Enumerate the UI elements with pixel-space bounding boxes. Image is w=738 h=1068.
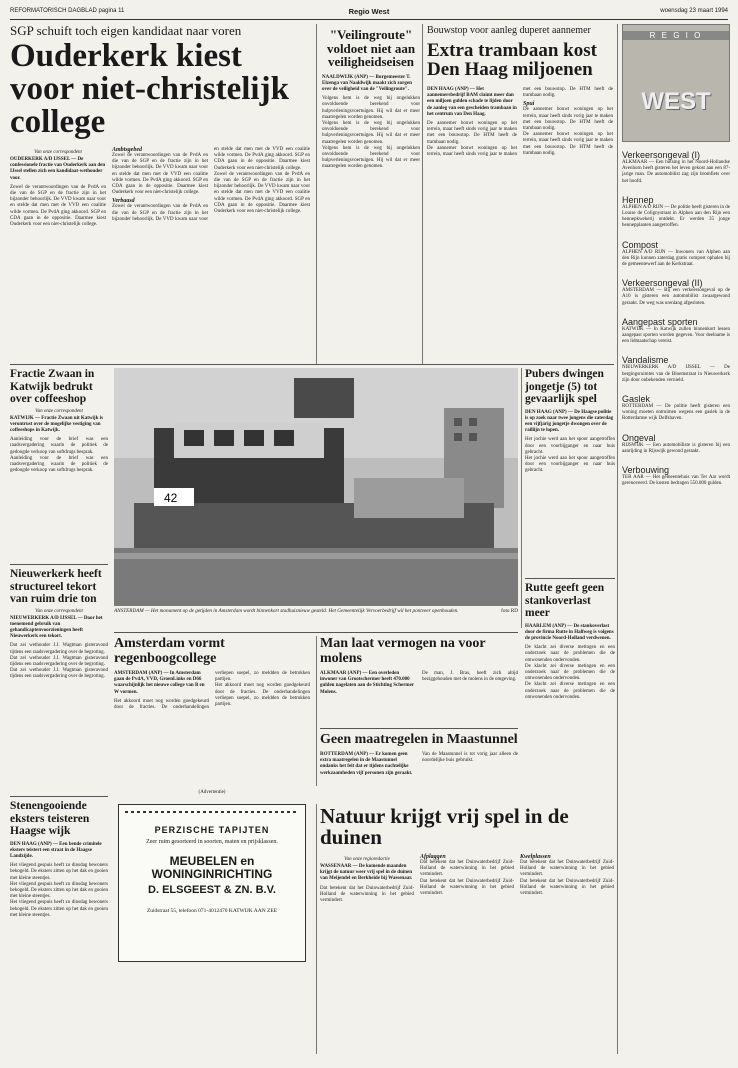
- tram-lead: DEN HAAG (ANP) — Het aannemersbedrijf BAM claimt meer dan een miljoen gulden schade te lijden door de aanleg van een gescheiden trambaan in het centrum van Den Haag.: [427, 87, 517, 117]
- nieuwerkerk-body-2: Dat zei wethouder J.J. Wagtman gisteravond tijdens een raadsvergadering over de begroting.: [10, 655, 108, 667]
- brief-text: ALPHEN A/D RIJN — De politie heeft gisteren in de Louise de Colignystraat in Alphen aan den Rijn een hennepkwekerij ontdekt. Er werden 35 jonge hennepplanten aangetroffen.: [622, 204, 730, 229]
- divider: [320, 728, 518, 729]
- tram-body-2: De aannemer bouwt woningen op het terrein, maar heeft sinds vorig jaar te maken met een bouwstop. De HTM heeft de trambaan nodig.: [427, 87, 613, 158]
- tram-headline: Extra trambaan kost Den Haag miljoenen: [427, 40, 597, 80]
- lead-body-4: Zowel de verantwoordingen van de PvdA en die van de SGP en de fractie zijn in het bijzonder behoorlijk. De VVD kwam naar voor en stelde dat men met de VVD een coalitie wilde vormen. De PvdA ging akkoord. SGP en CDA gaan in de oppositie. Daarmee kiest Ouderkerk voor een niet-christelijk college.: [214, 171, 310, 215]
- rutte-headline: Rutte geeft geen stankoverlast meer: [525, 582, 605, 619]
- rutte-story: [525, 582, 615, 832]
- brief-text: NIEUWERKERK A/D IJSSEL — De bergingsruimtes van de Bloemstraat in Nieuwerkerk zijn door onbekenden vernield.: [622, 365, 730, 383]
- ad-company: D. ELSGEEST & ZN. B.V.: [148, 884, 276, 896]
- tram-story: [427, 24, 613, 364]
- natuur-body-3: Dat betekent dat het Duinwaterbedrijf Zuid-Holland de waterwinning in het gebied vermindert.: [420, 878, 514, 897]
- lead-story: [10, 24, 310, 369]
- ferry-photo: [114, 368, 518, 606]
- pubers-headline: Pubers dwingen jongetje (5) tot gevaarlijk spel: [525, 368, 604, 405]
- alkmaar-columns: [320, 671, 518, 696]
- brief-title: Aangepast sporten: [622, 316, 698, 327]
- alkmaar-body: De man, J. Bras, heeft zich altijd beziggehouden met de molens in de omgeving.: [422, 671, 518, 683]
- lead-body-3: Zowel de verantwoordingen van de PvdA en die van de SGP en de fractie zijn in het bijzonder behoorlijk. De VVD kwam naar voor en stelde dat men met de VVD een coalitie wilde vormen. De PvdA ging akkoord. SGP en CDA gaan in de oppositie. Daarmee kiest Ouderkerk voor een niet-christelijk college.: [112, 147, 310, 222]
- regenboog-story: [114, 636, 310, 786]
- lead-body: Zowel de verantwoordingen van de PvdA en die van de SGP en de fractie zijn in het bijzonder behoorlijk. De VVD kwam naar voor en stelde dat men met de VVD een coalitie wilde vormen. De PvdA ging akkoord. SGP en CDA gaan in de oppositie. Daarmee kiest Ouderkerk voor een niet-christelijk college.: [10, 184, 106, 228]
- brief-title: Compost: [622, 239, 659, 250]
- pubers-body: Het jochie werd aan het spoor aangetroffen door een voorbijganger en naar huis gebracht.: [525, 437, 615, 455]
- west-label: WEST: [641, 88, 711, 115]
- rutte-body: De klacht zei diverse metingen en een onderzoek naar de problemen die de omwonenden ondervonden.: [525, 645, 615, 663]
- regenboog-headline: Amsterdam vormt regenboogcollege: [114, 636, 225, 666]
- natuur-body-2: Dat betekent dat het Duinwaterbedrijf Zuid-Holland de waterwinning in het gebied vermindert.: [420, 860, 514, 878]
- natuur-lead: WASSENAAR — De komende maanden krijgt de natuur weer vrij spel in de duinen van Meijendel en Berkheide bij Wassenaar.: [320, 864, 413, 882]
- lead-byline: Van onze correspondent: [34, 150, 82, 155]
- natuur-story: [320, 806, 614, 1056]
- stenen-body-2: Het vliegend gespuis heeft zo dinsdag bewoners bekogeld. De eksters zitten op het dak en gooien met kleine steentjes.: [10, 881, 108, 900]
- natuur-body-4: Dat betekent dat het Duinwaterbedrijf Zuid-Holland de waterwinning in het gebied vermindert.: [520, 860, 614, 878]
- alkmaar-story: [320, 636, 518, 726]
- brief-title: Hennep: [622, 194, 654, 205]
- regenboog-lead: AMSTERDAM (ANP) — In Amsterdam gaan de PvdA, VVD, GroenLinks en D66 waarschijnlijk het nieuwe college van B en W vormen.: [114, 671, 205, 695]
- regenboog-columns: [114, 671, 310, 711]
- rutte-body-3: De klacht zei diverse metingen en een onderzoek naar de problemen die de omwonenden ondervonden.: [525, 682, 615, 700]
- photo-credit: foto RD: [501, 608, 518, 614]
- brief-title: Vandalisme: [622, 355, 669, 366]
- natuur-columns: [320, 854, 614, 904]
- photo-caption: [114, 608, 518, 630]
- maastunnel-lead: ROTTERDAM (ANP) — Er komen geen extra maatregelen in de Maastunnel ondanks het feit dat er tijdens nachtelijke werkzaamheden vijf personen zijn geraakt.: [320, 752, 413, 776]
- caption-text: ANSTERDAM — Het monument op de getijden in Amsterdam wordt binnenkort stadhuisnieuw gesteld. Het Gemeentelijk Vervoerbedrijf wil het pontveer openhouden.: [114, 608, 459, 614]
- divider: [10, 364, 614, 365]
- regenboog-body: Het akkoord moet nog worden goedgekeurd door de fracties. De onderhandelingen verliepen soepel, zo meldden de betrokken partijen.: [114, 671, 310, 711]
- maastunnel-columns: [320, 752, 518, 777]
- lead-columns: [10, 147, 310, 369]
- zwaan-body: Aanleiding voor de brief was een raadsvergadering waarin de politiek de gedoogde verkoop van softdrugs besprak.: [10, 437, 108, 455]
- stenen-headline: Stenengooiende eksters teisteren Haagse wijk: [10, 800, 90, 837]
- zwaan-lead: KATWIJK — Fractie Zwaan uit Katwijk is verontrust over de mogelijke vestiging van coffeeshops in Katwijk.: [10, 415, 103, 433]
- pubers-lead: DEN HAAG (ANP) — De Haagse politie is op zoek naar twee jongens die zaterdag een vijfjarig jongetje dwongen over de raillijn te lopen.: [525, 409, 614, 434]
- ferry-number: 42: [164, 491, 178, 505]
- zwaan-story: [10, 368, 108, 563]
- ad-address: Zuidstraat 55, telefoon 071-4012470 KATWIJK AAN ZEE: [146, 908, 278, 914]
- ad-border-pattern: [125, 811, 299, 813]
- zwaan-byline: Van onze correspondent: [35, 408, 83, 414]
- pubers-body-2: Het jochie werd aan het spoor aangetroffen door een voorbijganger en naar huis gebracht.: [525, 455, 615, 474]
- stenen-body: Het vliegend gespuis heeft zo dinsdag bewoners bekogeld. De eksters zitten op het dak en gooien met kleine steentjes.: [10, 863, 108, 881]
- brief-text: KATWIJK — In Katwijk zullen binnenkort lessen aangepast sporten worden gegeven. Voor deelname is een lidmaatschap vereist.: [622, 326, 730, 345]
- maastunnel-story: [320, 732, 518, 802]
- divider: [521, 368, 522, 628]
- stenen-body-3: Het vliegend gespuis heeft zo dinsdag bewoners bekogeld. De eksters zitten op het dak en gooien met kleine steentjes.: [10, 900, 108, 918]
- advertisement[interactable]: [118, 804, 306, 962]
- tram-body: De aannemer bouwt woningen op het terrein, maar heeft sinds vorig jaar te maken met een bouwstop. De HTM heeft de trambaan nodig.: [427, 121, 517, 145]
- veiling-lead: NAALDWIJK (ANP) — Burgemeester T. Elzenga van Naaldwijk maakt zich zorgen over de veiligheid van de "Veilingroute".: [322, 74, 412, 92]
- divider: [10, 796, 108, 797]
- nieuwerkerk-lead: NIEUWERKERK A/D IJSSEL — Door het toenemend gebruik van gehandicaptenvoorzieningen heeft Nieuwerkerk een tekort.: [10, 615, 103, 640]
- brief-title: Verkeersongeval (II): [622, 278, 703, 289]
- stenen-lead: DEN HAAG (ANP) — Een bende crimitele eksters teistert een straat in de Haagse Landzijde.: [10, 841, 102, 859]
- lead-body-2: Zowel de verantwoordingen van de PvdA en die van de SGP en de fractie zijn in het bijzonder behoorlijk. De VVD kwam naar voor en stelde dat men met de VVD een coalitie wilde vormen. De PvdA ging akkoord. SGP en CDA gaan in de oppositie. Daarmee kiest Ouderkerk voor een niet-christelijk college.: [112, 153, 208, 196]
- ad-meubelen: MEUBELEN en WONINGINRICHTING: [151, 854, 273, 881]
- divider: [422, 24, 423, 364]
- brief-text: ALPHEN A/D RIJN — Inwoners van Alphen aan den Rijn kunnen zaterdag gratis compost ophalen bij de gemeentewerf aan de Kerkstraat.: [622, 249, 730, 268]
- veiling-story: [322, 28, 420, 358]
- ad-label: (Advertentie): [198, 790, 226, 795]
- lead-kicker: SGP schuift toch eigen kandidaat naar voren: [10, 24, 242, 38]
- sidebar-briefs: [622, 146, 730, 1046]
- maastunnel-body: Van de Maastunnel is tot vorig jaar alleen de noordelijke buis gebruikt.: [422, 752, 518, 764]
- lead-intro: OUDERKERK A/D IJSSEL — De confessionele fractie van Ouderkerk aan den IJssel stellen zich een kandidaat-wethouder voor.: [10, 157, 106, 181]
- masthead-section: Regio West: [348, 7, 390, 16]
- ad-tapijten: PERZISCHE TAPIJTEN: [154, 825, 270, 835]
- masthead: [10, 6, 728, 20]
- divider: [316, 24, 317, 364]
- ferry-illustration: [114, 368, 518, 606]
- regio-label: R E G I O: [623, 31, 729, 40]
- masthead-date: woensdag 23 maart 1994: [660, 8, 728, 14]
- nieuwerkerk-body: Dat zei wethouder J.J. Wagtman gisteravond tijdens een raadsvergadering over de begroting.: [10, 643, 108, 655]
- nieuwerkerk-story: [10, 568, 108, 793]
- pubers-story: [525, 368, 615, 576]
- natuur-headline: Natuur krijgt vrij spel in de duinen: [320, 806, 569, 849]
- zwaan-headline: Fractie Zwaan in Katwijk bedrukt over coffeeshop: [10, 368, 95, 405]
- brief-text: AMSTERDAM — Bij een verkeersongeval op de A10 is gisteren een automobilist zwaargewond geraakt. De weg was urenlang afgesloten.: [622, 288, 730, 306]
- brief-text: ALKMAAR — Een botsing in het Noord-Hollandse Avenhorn heeft gisteren het leven gekost aan een 87-jarige man. De automobilist zag zijn bromfiets over het hoofd.: [622, 160, 730, 184]
- brief-title: Ongeval: [622, 432, 656, 443]
- tram-kicker: Bouwstop voor aanleg duperet aannemer: [427, 25, 591, 36]
- ad-sortering: Zeer ruim gesorteerd in soorten, maten en prijsklassen.: [146, 839, 278, 845]
- brief-text: ROTTERDAM — De politie heeft gisteren een woning moeten ontruimen wegens een gaslek in de Rotterdamse wijk Delfshaven.: [622, 404, 730, 422]
- nieuwerkerk-body-3: Dat zei wethouder J.J. Wagtman gisteravond tijdens een raadsvergadering over de begroting.: [10, 668, 108, 680]
- brief-title: Gaslek: [622, 394, 651, 405]
- tram-body-4: De aannemer bouwt woningen op het terrein, maar heeft sinds vorig jaar te maken met een bouwstop. De HTM heeft de trambaan nodig.: [523, 132, 613, 156]
- maastunnel-headline: Geen maatregelen in Maastunnel: [320, 732, 518, 747]
- rutte-lead: HAARLEM (ANP) — De stankoverlast door de firma Rutte in Halfweg is volgens de provincie Noord-Holland verdwenen.: [525, 623, 614, 641]
- stenen-story: [10, 800, 108, 1050]
- divider: [316, 636, 317, 786]
- natuur-body-5: Dat betekent dat het Duinwaterbedrijf Zuid-Holland de waterwinning in het gebied vermindert.: [520, 878, 614, 897]
- nieuwerkerk-headline: Nieuwerkerk heeft structureel tekort van ruim drie ton: [10, 568, 102, 605]
- divider: [617, 24, 618, 1054]
- tram-sub-spui: Spui: [523, 101, 535, 108]
- natuur-body: Dat betekent dat het Duinwaterbedrijf Zuid-Holland de waterwinning in het gebied vermindert.: [320, 885, 414, 904]
- divider: [114, 632, 518, 633]
- divider: [525, 578, 615, 579]
- tram-body-3: De aannemer bouwt woningen op het terrein, maar heeft sinds vorig jaar te maken met een bouwstop. De HTM heeft de trambaan nodig.: [523, 107, 613, 132]
- natuur-sub-afplaggen: Afplaggen: [420, 854, 446, 860]
- brief-text: RIJSWIJK — Een automobiliste is gisteren bij een aanrijding in Rijswijk gewond geraakt.: [622, 442, 730, 454]
- natuur-sub-kwelplassen: Kwelplassen: [520, 854, 551, 860]
- nieuwerkerk-byline: Van onze correspondent: [35, 608, 83, 614]
- veiling-headline: "Veilingroute" voldoet niet aan veiligheidseisen: [326, 28, 416, 69]
- lead-headline: Ouderkerk kiest voor niet-christelijk college: [10, 38, 289, 140]
- divider: [316, 804, 317, 1054]
- alkmaar-headline: Man laat vermogen na voor molens: [320, 636, 486, 666]
- brief-text: TER AAR — Het gemeentehuis van Ter Aar wordt gerenoveerd. De kosten bedragen 550.000 gulden.: [622, 475, 730, 487]
- lead-sub-verbaasd: Verbaasd: [112, 198, 135, 205]
- alkmaar-lead: ALKMAAR (ANP) — Een overleden inwoner van Grootschermer heeft 470.000 gulden nagelaten aan de Stichting Schermer Molens.: [320, 671, 414, 695]
- divider: [10, 564, 108, 565]
- veiling-body-2: Volgens hem is de weg bij ongelukken onvoldoende berekend voor hulpverleningsvoertuigen. Hij wil dat er meer maatregelen worden genomen.: [322, 120, 420, 145]
- zwaan-body-2: Aanleiding voor de brief was een raadsvergadering waarin de politiek de gedoogde verkoop van softdrugs besprak.: [10, 455, 108, 474]
- natuur-byline: Van onze regioredactie: [344, 857, 390, 862]
- veiling-body-3: Volgens hem is de weg bij ongelukken onvoldoende berekend voor hulpverleningsvoertuigen. Hij wil dat er meer maatregelen worden genomen.: [322, 145, 420, 170]
- brief-title: Verbouwing: [622, 465, 670, 476]
- lead-sub-ambtsgebed: Ambtsgebed: [112, 147, 142, 153]
- brief-title: Verkeersongeval (I): [622, 150, 701, 160]
- regio-west-logo: [622, 24, 730, 142]
- masthead-paper: REFORMATORISCH DAGBLAD pagina 11: [10, 8, 125, 14]
- rutte-body-2: De klacht zei diverse metingen en een onderzoek naar de problemen die de omwonenden ondervonden.: [525, 663, 615, 682]
- tram-columns: [427, 87, 613, 158]
- regenboog-body-2: Het akkoord moet nog worden goedgekeurd door de fracties. De onderhandelingen verliepen soepel, zo meldden de betrokken partijen.: [215, 683, 310, 708]
- veiling-body: Volgens hem is de weg bij ongelukken onvoldoende berekend voor hulpverleningsvoertuigen. Hij wil dat er meer maatregelen worden genomen.: [322, 96, 420, 120]
